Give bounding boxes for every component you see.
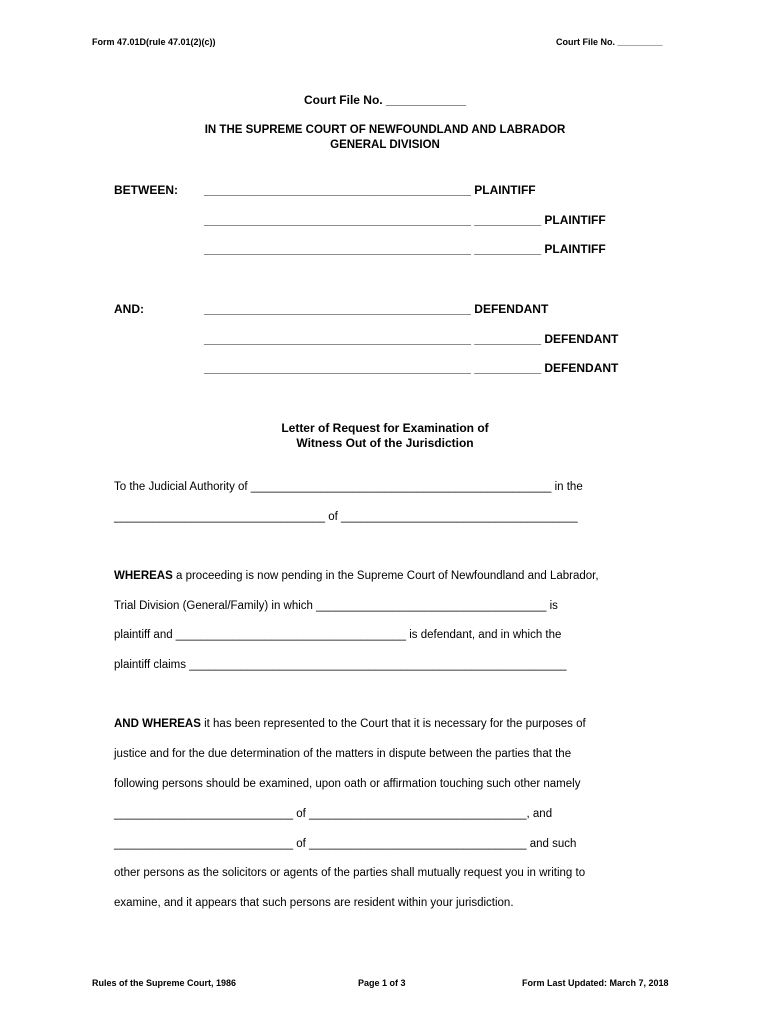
footer-last-updated: Form Last Updated: March 7, 2018 [522,978,669,988]
address-line-2: _________________________________ of _____________________________________ [114,511,578,523]
defendant-line-2: ________________________________________ __________ DEFENDANT [204,332,619,346]
plaintiff-line-1: ________________________________________ PLAINTIFF [204,183,536,197]
and-whereas-paragraph-line-3: following persons should be examined, upon oath or affirmation touching such other namely [114,778,581,790]
whereas-paragraph-line-4: plaintiff claims ___________________________________________________________ [114,659,567,671]
division: GENERAL DIVISION [330,139,440,151]
and-whereas-paragraph-line-1 [114,718,586,730]
and-whereas-paragraph-line-2: justice and for the due determination of the matters in dispute between the parties that the [114,748,572,760]
form-id: Form 47.01D(rule 47.01(2)(c)) [92,37,216,47]
footer-rules: Rules of the Supreme Court, 1986 [92,978,237,988]
plaintiff-line-3: ________________________________________ __________ PLAINTIFF [204,242,606,256]
and-label: AND: [114,302,144,316]
footer-page-number: Page 1 of 3 [358,978,406,988]
between-label: BETWEEN: [114,183,178,197]
whereas-paragraph-line-1 [114,570,599,582]
letter-title-line-1: Letter of Request for Examination of [281,421,489,435]
defendant-line-3: ________________________________________ __________ DEFENDANT [204,361,619,375]
and-whereas-paragraph-line-6: other persons as the solicitors or agents of the parties shall mutually request you in writing to [114,867,586,879]
court-file-ref: Court File No. _________ [556,37,663,47]
whereas-paragraph-line-2: Trial Division (General/Family) in which ____________________________________ is [114,600,558,612]
court-file-no: Court File No. ____________ [303,93,467,107]
whereas-paragraph-line-3: plaintiff and ____________________________________ is defendant, and in which the [114,629,562,641]
and-whereas-paragraph-line-4: ____________________________ of __________________________________, and [114,808,553,820]
and-whereas-text: it has been represented to the Court that it is necessary for the purposes of [200,718,586,730]
plaintiff-line-2: ________________________________________ __________ PLAINTIFF [204,213,606,227]
and-whereas-lead: AND WHEREAS [114,718,201,730]
whereas-lead: WHEREAS [114,570,173,582]
address-line-1: To the Judicial Authority of _______________________________________________ in the [114,481,583,493]
court-name: IN THE SUPREME COURT OF NEWFOUNDLAND AND LABRADOR [204,124,566,136]
whereas-text: a proceeding is now pending in the Supreme Court of Newfoundland and Labrador, [172,570,599,582]
letter-title-line-2: Witness Out of the Jurisdiction [296,436,474,450]
and-whereas-paragraph-line-7: examine, and it appears that such persons are resident within your jurisdiction. [114,897,514,909]
defendant-line-1: ________________________________________ DEFENDANT [204,302,549,316]
and-whereas-paragraph-line-5: ____________________________ of __________________________________ and such [114,838,577,850]
